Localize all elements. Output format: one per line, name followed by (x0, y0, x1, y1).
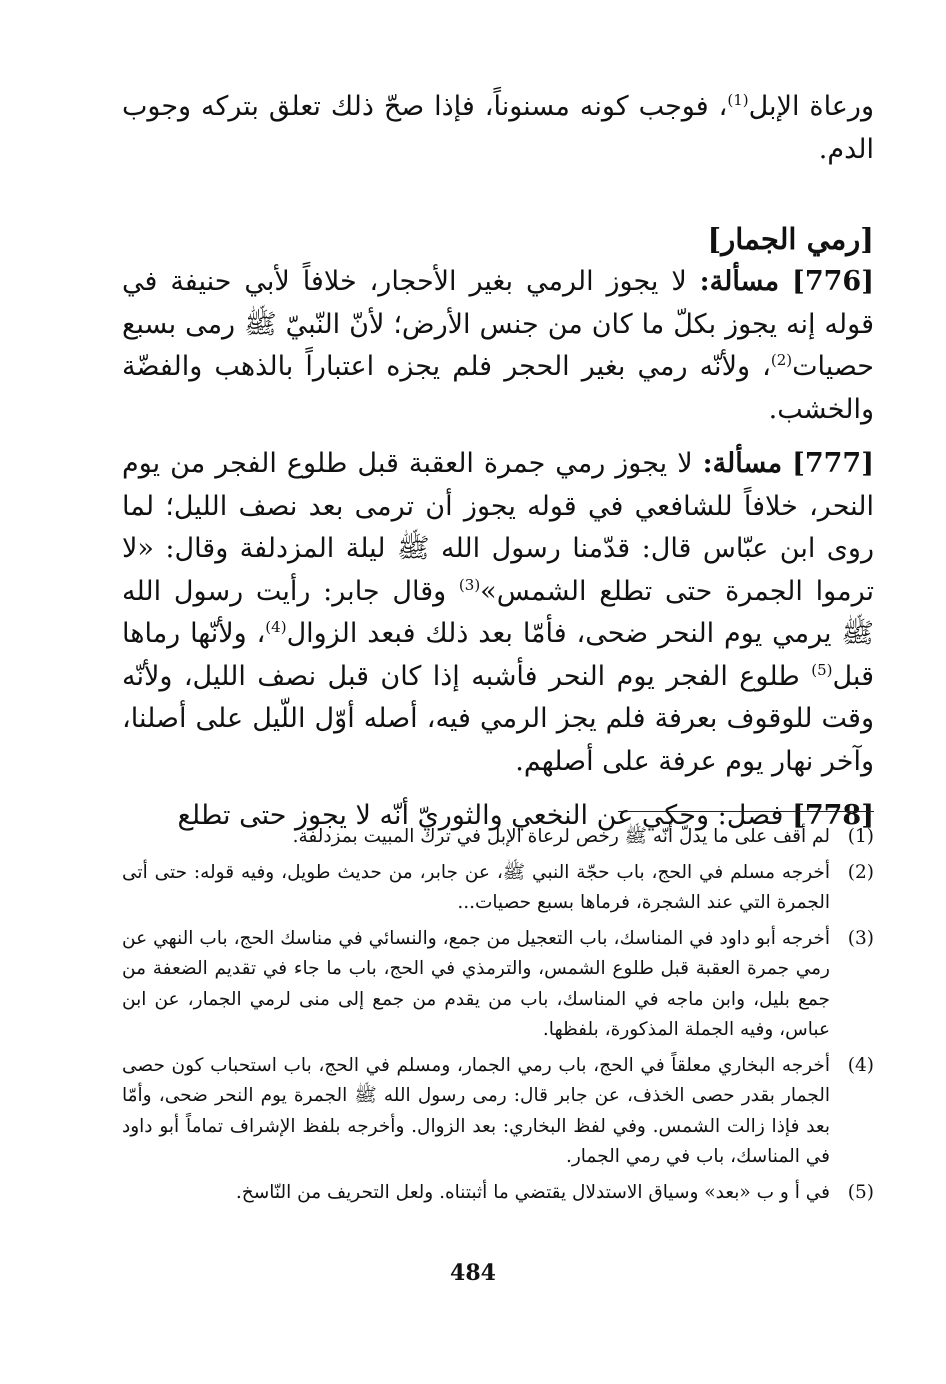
issue-number: [776] (792, 266, 874, 297)
footnote (122, 1178, 874, 1209)
footnote-ref: (3) (458, 575, 481, 594)
footnote-number: (2) (847, 861, 874, 883)
paragraph-777 (122, 443, 874, 783)
footnote-text: في أ و ب «بعد» وسياق الاستدلال يقتضي ما أثبتناه. ولعل التحريف من النّاسخ. (235, 1181, 830, 1203)
footnote-text: أخرجه البخاري معلقاً في الحج، باب رمي الجمار، ومسلم في الحج، باب استحباب كون حصى الجمار بقدر حصى الخذف، عن جابر قال: رمى رسول الله ﷺ الجمرة يوم النحر ضحى، وأمّا بعد فإذا زالت الشمس. وفي لفظ البخاري: بعد الزوال. وأخرجه بلفظ الإشراف تماماً أبو داود في المناسك، باب في رمي الجمار. (122, 1054, 830, 1167)
footnote-ref: (4) (265, 618, 287, 636)
footnote-number: (5) (847, 1181, 874, 1203)
paragraph-continuation (122, 86, 874, 171)
footnote (122, 1051, 874, 1173)
issue-label: مسألة: (702, 448, 783, 479)
footnote-number: (3) (847, 927, 874, 949)
footnote (122, 822, 874, 853)
paragraph-text: طلوع الفجر يوم النحر فأشبه إذا كان قبل نصف الليل، ولأنّه وقت للوقوف بعرفة فلم يجز الرمي فيه، أصله أوّل اللّيل على أصلنا، وآخر نهار يوم عرفة على أصلهم. (122, 660, 874, 777)
footnote-divider (618, 811, 874, 812)
footnote-number: (1) (847, 826, 874, 847)
issue-label: فصل: (717, 800, 784, 831)
footnote-number: (4) (847, 1054, 874, 1076)
footnote-ref: (1) (727, 91, 749, 109)
paragraph-text: لا يجوز رمي جمرة العقبة قبل طلوع الفجر من يوم النحر، خلافاً للشافعي في قوله يجوز أن ترمى بعد نصف الليل؛ لما روى ابن عبّاس قال: قدّمنا رسول الله ﷺ ليلة المزدلفة وقال: «لا ترموا الجمرة حتى تطلع الشمس» (122, 448, 874, 607)
issue-number: [778] (792, 800, 874, 831)
footnote-text: أخرجه مسلم في الحج، باب حجّة النبي ﷺ، عن جابر، من حديث طويل، وفيه قوله: حتى أتى الجمرة التي عند الشجرة، فرماها بسبع حصيات... (122, 861, 830, 913)
main-text (122, 86, 874, 838)
paragraph-text: وحكي عن النخعي والثوريّ أنّه لا يجوز حتى تطلع (177, 800, 718, 831)
paragraph-text: ، ولأنّه رمي بغير الحجر فلم يجزه اعتباراً بالذهب والفضّة والخشب. (122, 351, 874, 425)
footnote (122, 924, 874, 1046)
paragraph-text: ، فوجب كونه مسنوناً، فإذا صحّ ذلك تعلق بتركه وجوب الدم. (122, 91, 874, 165)
paragraph-text: ، ولأنّها رماها قبل (122, 618, 874, 692)
section-heading: [رمي الجمار] (707, 222, 874, 256)
footnote-ref: (5) (811, 660, 833, 679)
footnote-text: أخرجه أبو داود في المناسك، باب التعجيل من جمع، والنسائي في مناسك الحج، باب النهي عن رمي جمرة العقبة قبل طلوع الشمس، والترمذي في الحج، باب ما جاء في تقديم الضعفة من جمع بليل، وابن ماجه في المناسك، باب من يقدم من جمع إلى منى لرمي الجمار، عن ابن عباس، وفيه الجملة المذكورة، بلفظها. (122, 927, 830, 1040)
paragraph-text: وقال جابر: رأيت رسول الله ﷺ يرمي يوم النحر ضحى، فأمّا بعد ذلك فبعد الزوال (122, 575, 874, 649)
issue-label: مسألة: (699, 266, 780, 297)
paragraph-text: لا يجوز الرمي بغير الأحجار، خلافاً لأبي حنيفة في قوله إنه يجوز بكلّ ما كان من جنس الأرض؛ لأنّ النّبيّ ﷺ رمى بسبع حصيات (122, 266, 874, 382)
paragraph-text: ورعاة الإبل (748, 91, 874, 122)
paragraph-776 (122, 261, 874, 431)
footnote (122, 858, 874, 919)
footnotes (122, 822, 874, 1213)
footnote-ref: (2) (770, 351, 793, 369)
page-number: 484 (450, 1260, 496, 1286)
footnote-text: لم أقف على ما يدلّ أنّه ﷺ رخص لرعاة الإبل في ترك المبيت بمزدلفة. (292, 826, 830, 847)
issue-number: [777] (792, 448, 874, 479)
